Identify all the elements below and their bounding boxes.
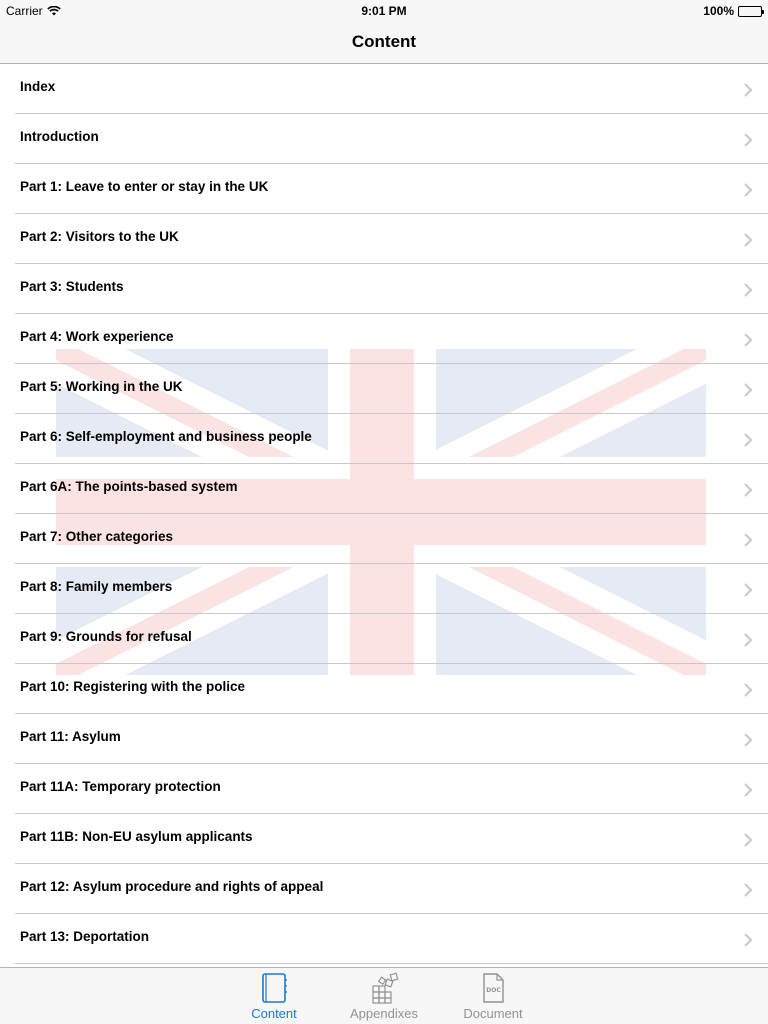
battery-icon bbox=[738, 6, 762, 17]
list-item-label: Part 4: Work experience bbox=[20, 329, 174, 344]
tab-document[interactable] bbox=[438, 968, 548, 1024]
list-item-part-5[interactable] bbox=[0, 364, 768, 414]
list-item-label: Part 1: Leave to enter or stay in the UK bbox=[20, 179, 269, 194]
chevron-right-icon bbox=[742, 232, 754, 248]
list-item-label: Introduction bbox=[20, 129, 99, 144]
chevron-right-icon bbox=[742, 182, 754, 198]
list-item-index[interactable] bbox=[0, 64, 768, 114]
content-list-area[interactable] bbox=[0, 64, 768, 967]
list-item-label: Part 12: Asylum procedure and rights of appeal bbox=[20, 879, 324, 894]
tab-label: Appendixes bbox=[350, 1006, 418, 1021]
document-icon bbox=[478, 972, 508, 1004]
battery-percent: 100% bbox=[703, 4, 734, 18]
list-item-label: Index bbox=[20, 79, 56, 94]
chevron-right-icon bbox=[742, 782, 754, 798]
list-item-part-8[interactable] bbox=[0, 564, 768, 614]
book-icon bbox=[259, 972, 289, 1004]
list-item-part-6[interactable] bbox=[0, 414, 768, 464]
status-battery bbox=[703, 4, 762, 18]
list-item-part-11b[interactable] bbox=[0, 814, 768, 864]
chevron-right-icon bbox=[742, 532, 754, 548]
list-item-label: Part 3: Students bbox=[20, 279, 124, 294]
chevron-right-icon bbox=[742, 732, 754, 748]
list-item-label: Part 2: Visitors to the UK bbox=[20, 229, 179, 244]
chevron-right-icon bbox=[742, 132, 754, 148]
list-item-label: Part 11B: Non-EU asylum applicants bbox=[20, 829, 253, 844]
list-item-label: Part 5: Working in the UK bbox=[20, 379, 183, 394]
list-item-part-11a[interactable] bbox=[0, 764, 768, 814]
list-item-part-1[interactable] bbox=[0, 164, 768, 214]
list-item-label: Part 13: Deportation bbox=[20, 929, 150, 944]
tab-label: Content bbox=[251, 1006, 297, 1021]
chevron-right-icon bbox=[742, 832, 754, 848]
chevron-right-icon bbox=[742, 632, 754, 648]
tab-label: Document bbox=[463, 1006, 523, 1021]
list-item-part-4[interactable] bbox=[0, 314, 768, 364]
chevron-right-icon bbox=[742, 582, 754, 598]
list-item-part-2[interactable] bbox=[0, 214, 768, 264]
list-item-label: Part 6A: The points-based system bbox=[20, 479, 238, 494]
list-item-introduction[interactable] bbox=[0, 114, 768, 164]
content-list bbox=[0, 64, 768, 964]
carrier-label: Carrier bbox=[6, 4, 43, 18]
tab-appendixes[interactable] bbox=[329, 968, 439, 1024]
chevron-right-icon bbox=[742, 382, 754, 398]
list-item-label: Part 6: Self-employment and business people bbox=[20, 429, 312, 444]
status-time: 9:01 PM bbox=[361, 4, 407, 18]
svg-text:DOC: DOC bbox=[486, 987, 501, 994]
status-bar bbox=[0, 0, 768, 20]
list-item-part-7[interactable] bbox=[0, 514, 768, 564]
chevron-right-icon bbox=[742, 482, 754, 498]
list-item-part-9[interactable] bbox=[0, 614, 768, 664]
list-item-label: Part 9: Grounds for refusal bbox=[20, 629, 192, 644]
list-item-label: Part 8: Family members bbox=[20, 579, 173, 594]
chevron-right-icon bbox=[742, 682, 754, 698]
chevron-right-icon bbox=[742, 932, 754, 948]
chevron-right-icon bbox=[742, 282, 754, 298]
navigation-bar bbox=[0, 20, 768, 64]
chevron-right-icon bbox=[742, 882, 754, 898]
tab-content[interactable] bbox=[219, 968, 329, 1024]
list-item-part-3[interactable] bbox=[0, 264, 768, 314]
list-item-part-6a[interactable] bbox=[0, 464, 768, 514]
list-item-part-13[interactable] bbox=[0, 914, 768, 964]
list-item-part-10[interactable] bbox=[0, 664, 768, 714]
tab-bar bbox=[0, 967, 768, 1024]
list-item-label: Part 11: Asylum bbox=[20, 729, 121, 744]
chevron-right-icon bbox=[742, 82, 754, 98]
list-item-part-12[interactable] bbox=[0, 864, 768, 914]
list-item-label: Part 7: Other categories bbox=[20, 529, 174, 544]
list-item-part-11[interactable] bbox=[0, 714, 768, 764]
chevron-right-icon bbox=[742, 332, 754, 348]
page-title: Content bbox=[351, 32, 417, 51]
list-item-label: Part 11A: Temporary protection bbox=[20, 779, 221, 794]
appendixes-icon bbox=[369, 972, 399, 1004]
chevron-right-icon bbox=[742, 432, 754, 448]
list-item-label: Part 10: Registering with the police bbox=[20, 679, 246, 694]
